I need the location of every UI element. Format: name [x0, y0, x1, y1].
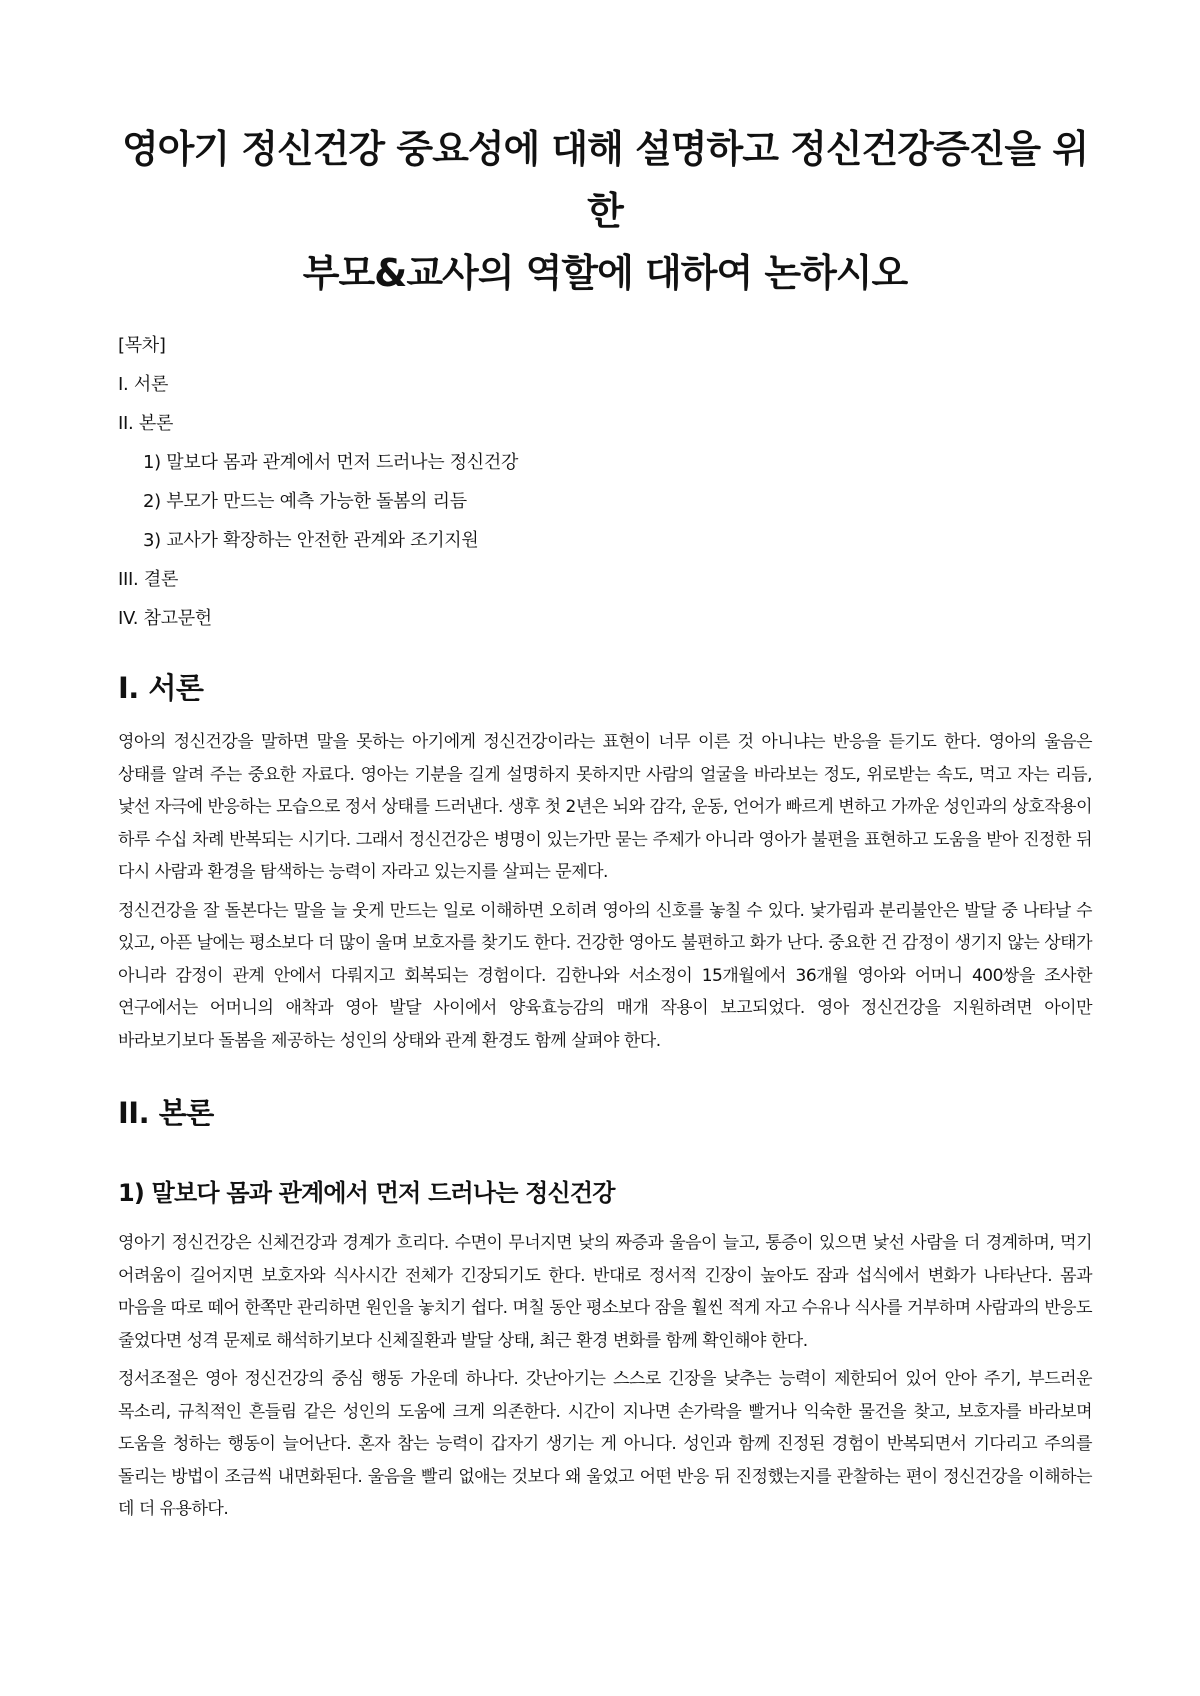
- introduction-heading: I. 서론: [118, 671, 204, 705]
- body-subsection-1-paragraph-2: 정서조절은 영아 정신건강의 중심 행동 가운데 하나다. 갓난아기는 스스로 긴장을 낮추는 능력이 제한되어 있어 안아 주기, 부드러운 목소리, 규칙적인 흔들림 같은 성인의 도움에 크게 의존한다. 시간이 지나면 손가락을 빨거나 익숙한 물건을 찾고, 보호자를 바라보며 도움을 청하는 행동이 늘어난다. 혼자 참는 능력이 갑자기 생기는 게 아니다. 성인과 함께 진정된 경험이 반복되면서 기다리고 주의를 돌리는 방법이 조금씩 내면화된다. 울음을 빨리 없애는 것보다 왜 울었고 어떤 반응 뒤 진정했는지를 관찰하는 편이 정신건강을 이해하는 데 더 유용하다.: [118, 1369, 1092, 1519]
- body-subsection-1-heading: 1) 말보다 몸과 관계에서 먼저 드러나는 정신건강: [118, 1179, 615, 1207]
- main-body-section: [118, 1093, 1092, 1526]
- toc-heading: [목차]: [118, 335, 166, 356]
- introduction-paragraph-2: 정신건강을 잘 돌본다는 말을 늘 웃게 만드는 일로 이해하면 오히려 영아의 신호를 놓칠 수 있다. 낯가림과 분리불안은 발달 중 나타날 수 있고, 아픈 날에는 평소보다 더 많이 울며 보호자를 찾기도 한다. 건강한 영아도 불편하고 화가 난다. 중요한 건 감정이 생기지 않는 상태가 아니라 감정이 관계 안에서 다뤄지고 회복되는 경험이다. 김한나와 서소정이 15개월에서 36개월 영아와 어머니 400쌍을 조사한 연구에서는 어머니의 애착과 영아 발달 사이에서 양육효능감의 매개 작용이 보고되었다. 영아 정신건강을 지원하려면 아이만 바라보기보다 돌봄을 제공하는 성인의 상태와 관계 환경도 함께 살펴야 한다.: [118, 900, 1092, 1051]
- body-subsection-1-paragraph-1: 영아기 정신건강은 신체건강과 경계가 흐리다. 수면이 무너지면 낮의 짜증과 울음이 늘고, 통증이 있으면 낯선 사람을 더 경계하며, 먹기 어려움이 길어지면 보호자와 식사시간 전체가 긴장되기도 한다. 반대로 정서적 긴장이 높아도 잠과 섭식에서 변화가 나타난다. 몸과 마음을 따로 떼어 한쪽만 관리하면 원인을 놓치기 쉽다. 며칠 동안 평소보다 잠을 훨씬 적게 자고 수유나 식사를 거부하며 사람과의 반응도 줄었다면 성격 문제로 해석하기보다 신체질환과 발달 상태, 최근 환경 변화를 함께 확인해야 한다.: [118, 1233, 1092, 1351]
- main-body-heading: II. 본론: [118, 1096, 214, 1130]
- toc-item-references: IV. 참고문헌: [118, 608, 212, 629]
- document-title-line-1: 영아기 정신건강 중요성에 대해 설명하고 정신건강증진을 위한: [121, 127, 1089, 233]
- introduction-section: [118, 668, 1092, 1057]
- toc-item-introduction: I. 서론: [118, 374, 169, 395]
- toc-item-conclusion: III. 결론: [118, 569, 179, 590]
- toc-item-body-section-1: 1) 말보다 몸과 관계에서 먼저 드러나는 정신건강: [143, 452, 519, 473]
- toc-item-main-body: II. 본론: [118, 413, 174, 434]
- introduction-paragraph-1: 영아의 정신건강을 말하면 말을 못하는 아기에게 정신건강이라는 표현이 너무 이른 것 아니냐는 반응을 듣기도 한다. 영아의 울음은 상태를 알려 주는 중요한 자료다. 영아는 기분을 길게 설명하지 못하지만 사람의 얼굴을 바라보는 정도, 위로받는 속도, 먹고 자는 리듬, 낯선 자극에 반응하는 모습으로 정서 상태를 드러낸다. 생후 첫 2년은 뇌와 감각, 운동, 언어가 빠르게 변하고 가까운 성인과의 상호작용이 하루 수십 차례 반복되는 시기다. 그래서 정신건강은 병명이 있는가만 묻는 주제가 아니라 영아가 불편을 표현하고 도움을 받아 진정한 뒤 다시 사람과 환경을 탐색하는 능력이 자라고 있는지를 살피는 문제다.: [118, 732, 1092, 882]
- toc-item-body-section-2: 2) 부모가 만드는 예측 가능한 돌봄의 리듬: [143, 491, 467, 512]
- document-title: [118, 118, 1092, 304]
- toc-item-body-section-3: 3) 교사가 확장하는 안전한 관계와 조기지원: [143, 530, 479, 551]
- table-of-contents: [118, 326, 1092, 638]
- document-title-line-2: 부모&교사의 역할에 대하여 논하시오: [302, 251, 908, 295]
